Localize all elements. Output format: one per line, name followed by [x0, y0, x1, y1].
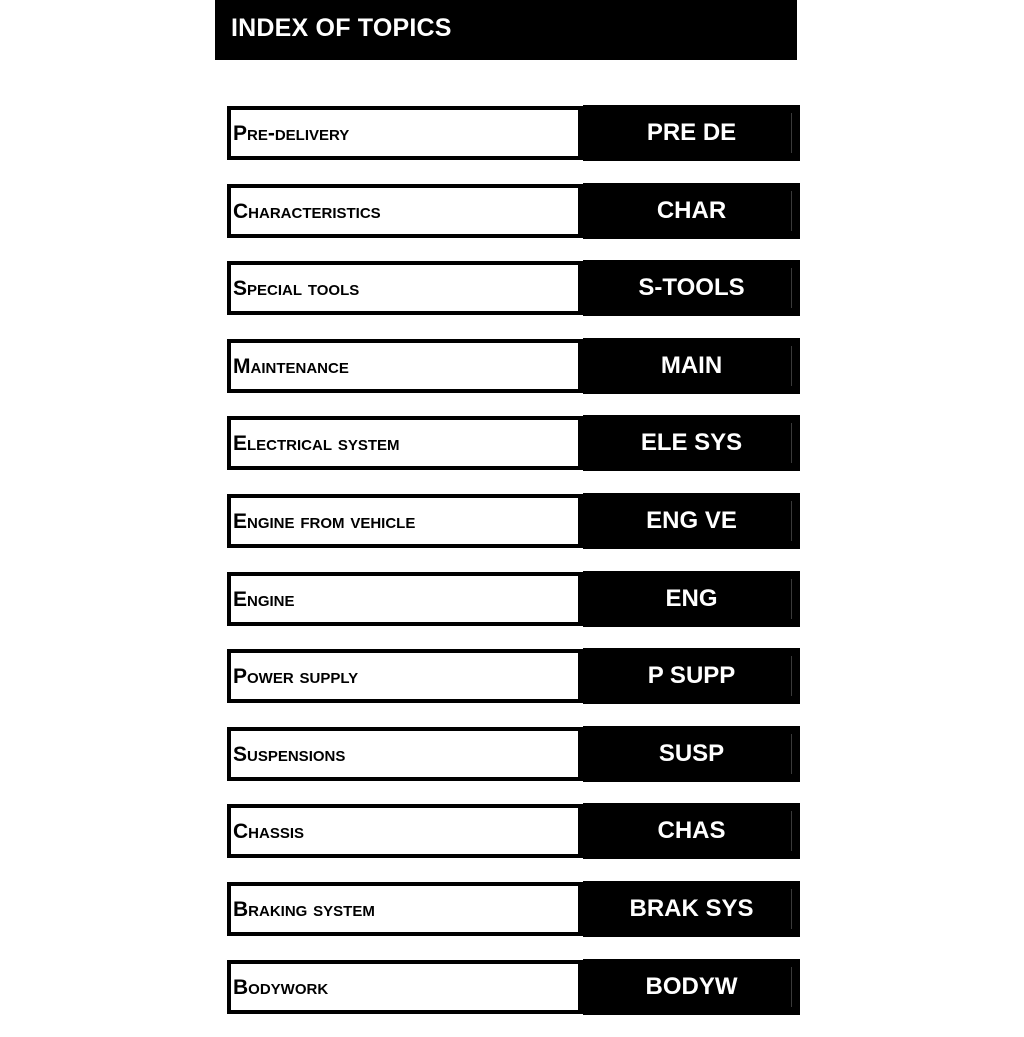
- topic-row-braking-system[interactable]: [227, 882, 799, 936]
- topic-name: Characteristics: [227, 184, 584, 238]
- topic-code-button[interactable]: SUSP: [584, 727, 799, 781]
- topic-code-button[interactable]: BRAK SYS: [584, 882, 799, 936]
- topic-name: Pre-delivery: [227, 106, 584, 160]
- topic-code-button[interactable]: MAIN: [584, 339, 799, 393]
- topic-code-button[interactable]: ELE SYS: [584, 416, 799, 470]
- topic-name: Power supply: [227, 649, 584, 703]
- topic-name: Electrical system: [227, 416, 584, 470]
- topic-code-button[interactable]: P SUPP: [584, 649, 799, 703]
- topic-row-electrical-system[interactable]: [227, 416, 799, 470]
- topic-name: Engine: [227, 572, 584, 626]
- topic-code-button[interactable]: ENG: [584, 572, 799, 626]
- topic-row-bodywork[interactable]: [227, 960, 799, 1014]
- topic-row-characteristics[interactable]: [227, 184, 799, 238]
- topic-row-special-tools[interactable]: [227, 261, 799, 315]
- page-title: INDEX OF TOPICS: [231, 14, 452, 42]
- topic-row-engine-from-vehicle[interactable]: [227, 494, 799, 548]
- topic-list: [227, 106, 799, 1037]
- topic-row-chassis[interactable]: [227, 804, 799, 858]
- topic-name: Maintenance: [227, 339, 584, 393]
- topic-name: Special tools: [227, 261, 584, 315]
- topic-name: Engine from vehicle: [227, 494, 584, 548]
- topic-row-power-supply[interactable]: [227, 649, 799, 703]
- topic-row-maintenance[interactable]: [227, 339, 799, 393]
- topic-name: Chassis: [227, 804, 584, 858]
- index-header: [215, 0, 797, 60]
- topic-code-button[interactable]: BODYW: [584, 960, 799, 1014]
- topic-code-button[interactable]: CHAR: [584, 184, 799, 238]
- topic-row-pre-delivery[interactable]: [227, 106, 799, 160]
- topic-code-button[interactable]: ENG VE: [584, 494, 799, 548]
- topic-row-engine[interactable]: [227, 572, 799, 626]
- topic-code-button[interactable]: S-TOOLS: [584, 261, 799, 315]
- topic-name: Suspensions: [227, 727, 584, 781]
- topic-code-button[interactable]: CHAS: [584, 804, 799, 858]
- topic-code-button[interactable]: PRE DE: [584, 106, 799, 160]
- topic-name: Braking system: [227, 882, 584, 936]
- topic-name: Bodywork: [227, 960, 584, 1014]
- topic-row-suspensions[interactable]: [227, 727, 799, 781]
